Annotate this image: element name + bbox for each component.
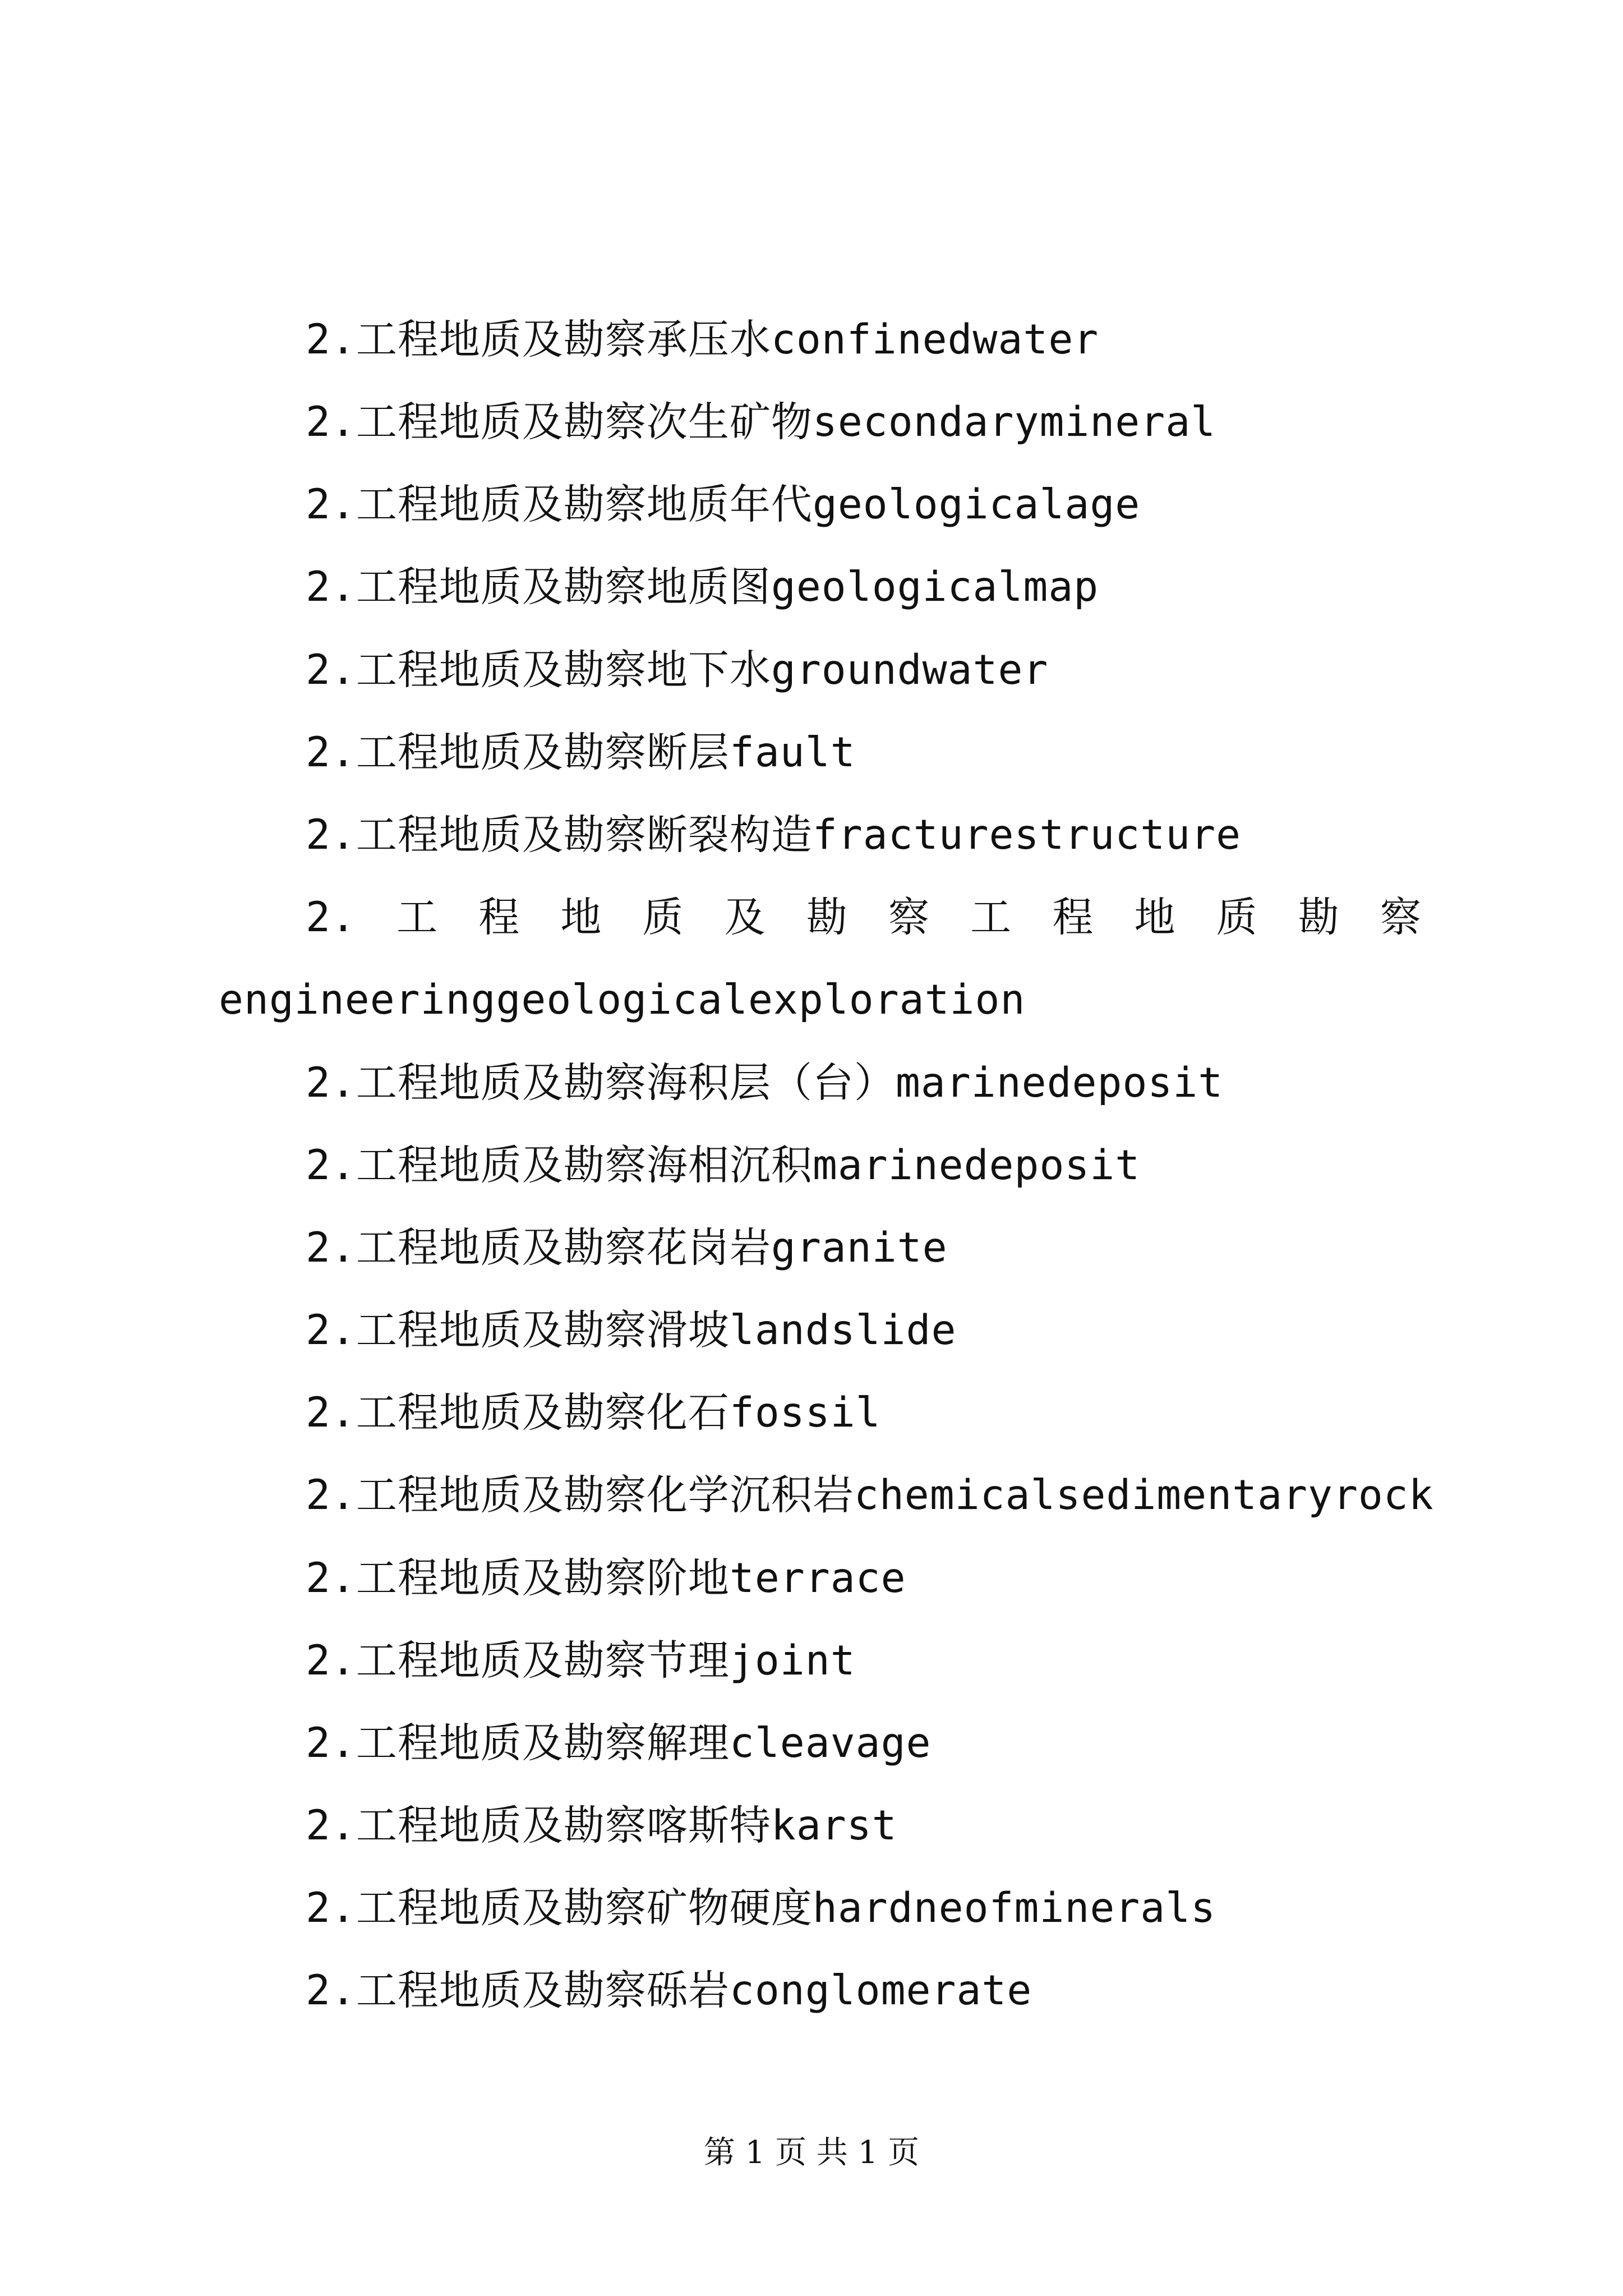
- glossary-entry: 2.工程地质及勘察海积层（台）marinedeposit: [306, 1059, 1224, 1107]
- wrapped-part: 察: [888, 894, 930, 941]
- glossary-entry: 2.工程地质及勘察砾岩conglomerate: [306, 1967, 1032, 2014]
- glossary-entry: 2.工程地质及勘察化石fossil: [306, 1389, 881, 1437]
- glossary-entry-wrapped-second-line: engineeringgeologicalexploration: [219, 976, 1026, 1024]
- wrapped-part: 程: [478, 894, 520, 941]
- wrapped-part: 程: [1052, 894, 1094, 941]
- glossary-entry: 2.工程地质及勘察节理joint: [306, 1637, 856, 1685]
- glossary-entry: 2.工程地质及勘察地下水groundwater: [306, 646, 1049, 694]
- wrapped-part: 质: [1216, 894, 1258, 941]
- glossary-entry: 2.工程地质及勘察阶地terrace: [306, 1554, 906, 1602]
- glossary-entry: 2.工程地质及勘察矿物硬度hardneofminerals: [306, 1884, 1216, 1932]
- glossary-entry: 2.工程地质及勘察次生矿物secondarymineral: [306, 398, 1216, 446]
- glossary-entry: 2.工程地质及勘察滑坡landslide: [306, 1306, 957, 1354]
- wrapped-part: 质: [642, 894, 684, 941]
- glossary-entry: 2.工程地质及勘察地质年代geologicalage: [306, 481, 1141, 528]
- glossary-entry: 2.工程地质及勘察花岗岩granite: [306, 1224, 948, 1272]
- glossary-entry: 2.工程地质及勘察化学沉积岩chemicalsedimentaryrock: [306, 1471, 1434, 1519]
- glossary-entry-wrapped-first-line: [306, 887, 1422, 949]
- wrapped-part: 工: [970, 894, 1012, 941]
- glossary-entry: 2.工程地质及勘察承压水confinedwater: [306, 316, 1099, 364]
- page-footer: 第 1 页 共 1 页: [703, 2134, 920, 2171]
- glossary-entry: 2.工程地质及勘察断层fault: [306, 729, 856, 776]
- wrapped-part: 勘: [1298, 894, 1340, 941]
- glossary-entry: 2.工程地质及勘察海相沉积marinedeposit: [306, 1142, 1141, 1189]
- wrapped-part: 及: [724, 894, 766, 941]
- glossary-entry: 2.工程地质及勘察地质图geologicalmap: [306, 563, 1099, 611]
- wrapped-part: 地: [1134, 894, 1176, 941]
- wrapped-part: 工: [396, 894, 439, 941]
- glossary-entry: 2.工程地质及勘察喀斯特karst: [306, 1802, 897, 1849]
- wrapped-part: 地: [560, 894, 602, 941]
- wrapped-part: 2.: [306, 894, 356, 941]
- wrapped-part: 察: [1380, 894, 1422, 941]
- glossary-entry: 2.工程地质及勘察解理cleavage: [306, 1719, 932, 1767]
- wrapped-part: 勘: [806, 894, 848, 941]
- glossary-entry: 2.工程地质及勘察断裂构造fracturestructure: [306, 811, 1242, 859]
